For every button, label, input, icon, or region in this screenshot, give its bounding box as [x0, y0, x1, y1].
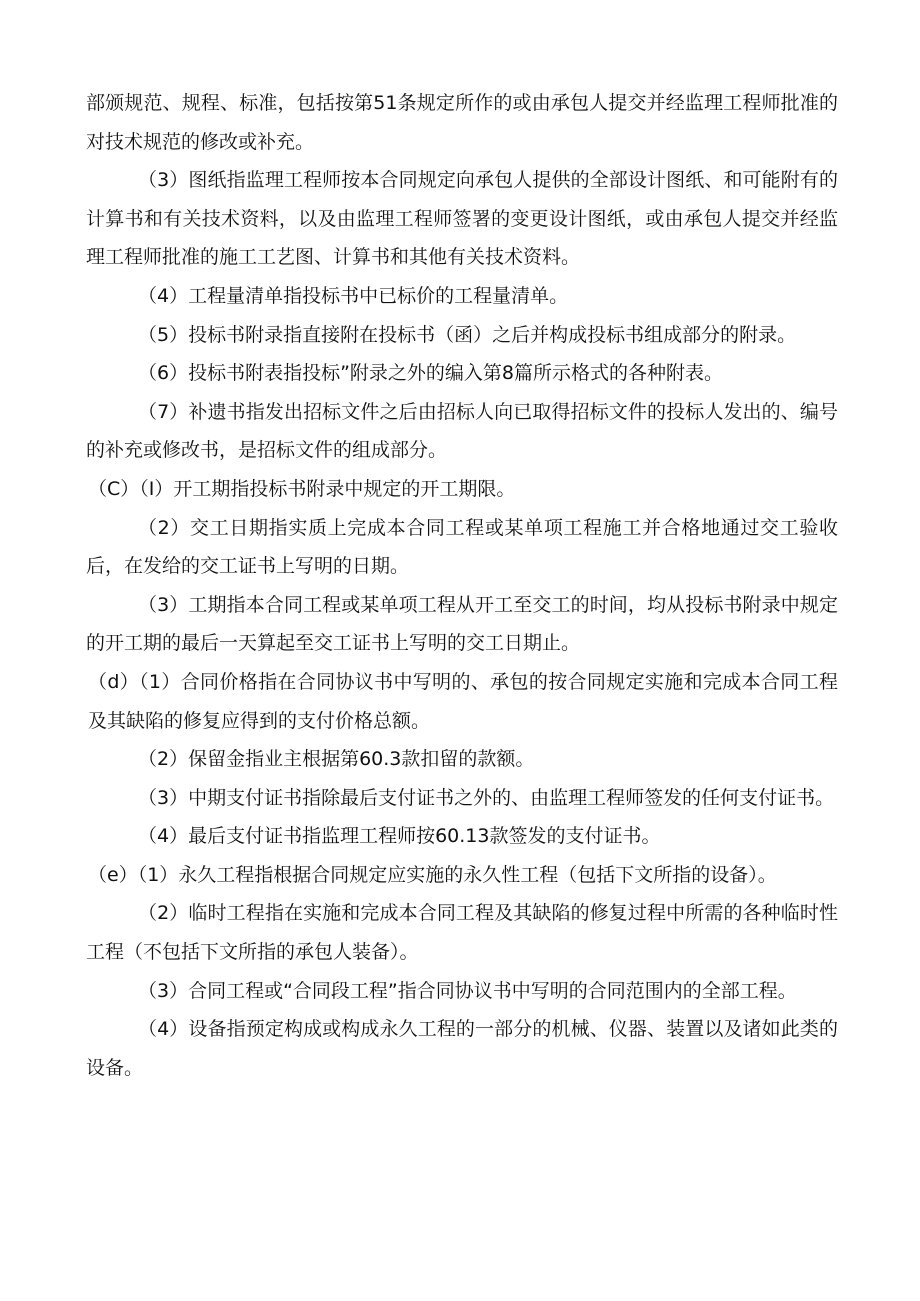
paragraph-retention-money: （2）保留金指业主根据第60.3款扣留的款额。: [138, 748, 535, 771]
paragraph-temporary-works: （2）临时工程指在实施和完成本合同工程及其缺陷的修复过程中所需的各种临时性工程（不包括下文所指的承包人装备）。: [86, 902, 838, 964]
paragraph-bid-appendix: （5）投标书附录指直接附在投标书（函）之后并构成投标书组成部分的附录。: [138, 323, 797, 346]
paragraph-contract-price: （d）（1）合同价格指在合同协议书中写明的、承包的按合同规定实施和完成本合同工程及其缺陷的修复应得到的支付价格总额。: [88, 670, 838, 732]
paragraph-equipment: （4）设备指预定构成或构成永久工程的一部分的机械、仪器、装置以及诸如此类的设备。: [86, 1018, 838, 1079]
paragraph-construction-period: （3）工期指本合同工程或某单项工程从开工至交工的时间，均从投标书附录中规定的开工期的最后一天算起至交工证书上写明的交工日期止。: [86, 593, 838, 655]
paragraph-bid-schedules: （6）投标书附表指投标”附录之外的编入第8篇所示格式的各种附表。: [138, 362, 724, 385]
paragraph-bill-of-quantities: （4）工程量清单指投标书中已标价的工程量清单。: [138, 284, 569, 307]
paragraph-completion-date: （2）交工日期指实质上完成本合同工程或某单项工程施工并合格地通过交工验收后，在发给的交工证书上写明的日期。: [86, 516, 838, 578]
paragraph-commencement-period: （C）（I）开工期指投标书附录中规定的开工期限。: [88, 477, 516, 500]
document-body: [86, 84, 838, 1087]
paragraph-contract-works: （3）合同工程或“合同段工程”指合同协议书中写明的合同范围内的全部工程。: [138, 979, 797, 1002]
paragraph-final-payment-certificate: （4）最后支付证书指监理工程师按60.13款签发的支付证书。: [138, 825, 661, 848]
paragraph-interim-payment-certificate: （3）中期支付证书指除最后支付证书之外的、由监理工程师签发的任何支付证书。: [138, 786, 835, 809]
paragraph-continuation-standards: 部颁规范、规程、标准，包括按第51条规定所作的或由承包人提交并经监理工程师批准的对技术规范的修改或补充。: [86, 92, 838, 153]
paragraph-addenda: （7）补遗书指发出招标文件之后由招标人向已取得招标文件的投标人发出的、编号的补充或修改书，是招标文件的组成部分。: [86, 400, 838, 462]
paragraph-permanent-works: （e）（1）永久工程指根据合同规定应实施的永久性工程（包括下文所指的设备）。: [88, 863, 777, 886]
paragraph-drawings: （3）图纸指监理工程师按本合同规定向承包人提供的全部设计图纸、和可能附有的计算书和有关技术资料，以及由监理工程师签署的变更设计图纸，或由承包人提交并经监理工程师批准的施工工艺图、计算书和其他有关技术资料。: [86, 169, 838, 269]
